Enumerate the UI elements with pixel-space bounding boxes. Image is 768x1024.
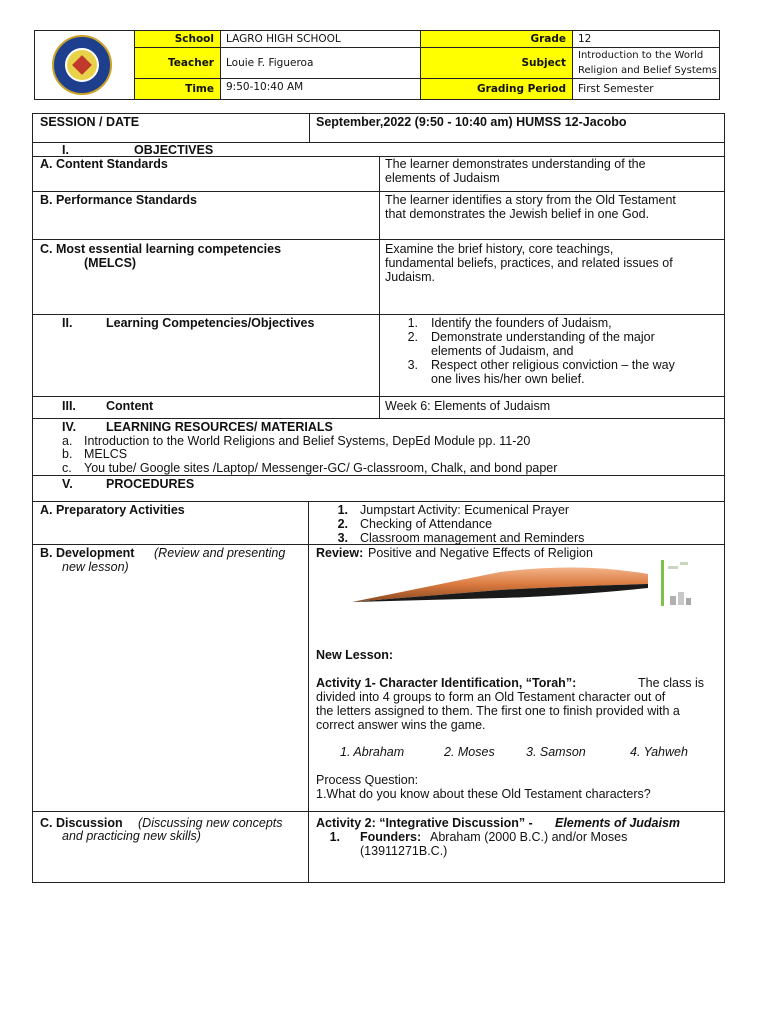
resource-item: Introduction to the World Religions and Belief Systems, DepEd Module pp. 11-20 bbox=[84, 434, 531, 448]
character-item: 3. Samson bbox=[526, 745, 586, 759]
melcs-line2: fundamental beliefs, practices, and related issues of bbox=[385, 256, 673, 270]
school-label: School bbox=[135, 31, 221, 47]
process-question-label: Process Question: bbox=[316, 773, 419, 787]
content-standards-label: A. Content Standards bbox=[40, 157, 168, 171]
header-row-school bbox=[135, 31, 719, 48]
activity1-line2: divided into 4 groups to form an Old Testament character out of bbox=[316, 690, 666, 704]
preparatory-item: Jumpstart Activity: Ecumenical Prayer bbox=[360, 503, 570, 517]
subject-label: Subject bbox=[421, 48, 573, 78]
logo-cell bbox=[35, 31, 135, 99]
competency-num: 1. bbox=[407, 316, 418, 330]
competency-item-cont: elements of Judaism, and bbox=[431, 344, 574, 358]
activity2-title-italic: Elements of Judaism bbox=[555, 816, 681, 830]
subject-value-line2: Religion and Belief Systems bbox=[578, 65, 717, 76]
preparatory-num: 2. bbox=[337, 517, 348, 531]
column-divider bbox=[309, 113, 310, 143]
review-text: Positive and Negative Effects of Religion bbox=[368, 546, 593, 560]
grade-label: Grade bbox=[421, 31, 573, 47]
resource-letter: b. bbox=[62, 447, 73, 461]
header-table bbox=[34, 30, 720, 100]
chart-thumbnail-icon bbox=[660, 558, 696, 608]
melcs-label-line2: (MELCS) bbox=[84, 256, 137, 270]
development-label: B. Development bbox=[40, 546, 135, 560]
resource-letter: a. bbox=[62, 434, 73, 448]
grade-value: 12 bbox=[578, 33, 592, 45]
content-standards-line1: The learner demonstrates understanding of the bbox=[385, 157, 646, 171]
discussion-label: C. Discussion bbox=[40, 816, 123, 830]
founders-num: 1. bbox=[329, 830, 340, 844]
time-label: Time bbox=[135, 79, 221, 99]
character-item: 1. Abraham bbox=[340, 745, 405, 759]
preparatory-label: A. Preparatory Activities bbox=[40, 503, 185, 517]
character-item: 2. Moses bbox=[444, 745, 495, 759]
content-roman: III. bbox=[62, 399, 76, 413]
review-label: Review: bbox=[316, 546, 364, 560]
resource-item: You tube/ Google sites /Laptop/ Messenger-GC/ G-classroom, Chalk, and bond paper bbox=[84, 461, 558, 475]
development-label-italic: (Review and presenting bbox=[154, 546, 286, 560]
character-item: 4. Yahweh bbox=[630, 745, 688, 759]
teacher-value: Louie F. Figueroa bbox=[221, 48, 421, 78]
review-image bbox=[350, 562, 650, 608]
preparatory-item: Classroom management and Reminders bbox=[360, 531, 585, 545]
competency-item-cont: one lives his/her own belief. bbox=[431, 372, 585, 386]
competency-item: Identify the founders of Judaism, bbox=[431, 316, 612, 330]
session-value: September,2022 (9:50 - 10:40 am) HUMSS 12-Jacobo bbox=[316, 115, 627, 129]
objectives-heading: OBJECTIVES bbox=[134, 143, 214, 157]
activity1-line1: The class is bbox=[638, 676, 704, 690]
performance-standards-line2: that demonstrates the Jewish belief in one God. bbox=[385, 207, 650, 221]
founders-line1: Abraham (2000 B.C.) and/or Moses bbox=[430, 830, 628, 844]
row-divider bbox=[32, 475, 725, 476]
competency-item: Demonstrate understanding of the major bbox=[431, 330, 655, 344]
competency-num: 3. bbox=[407, 358, 418, 372]
time-value: 9:50-10:40 AM bbox=[221, 79, 421, 99]
preparatory-num: 1. bbox=[337, 503, 348, 517]
new-lesson-label: New Lesson: bbox=[316, 648, 394, 662]
discussion-label-italic: (Discussing new concepts bbox=[138, 816, 283, 830]
activity1-line4: correct answer wins the game. bbox=[316, 718, 486, 732]
row-divider bbox=[32, 501, 725, 502]
development-label-italic-cont: new lesson) bbox=[62, 560, 129, 574]
header-row-time bbox=[135, 79, 719, 99]
teacher-label: Teacher bbox=[135, 48, 221, 78]
procedures-roman: V. bbox=[62, 477, 73, 491]
founders-label: Founders: bbox=[360, 830, 422, 844]
process-question: 1.What do you know about these Old Testament characters? bbox=[316, 787, 651, 801]
objectives-roman: I. bbox=[62, 143, 69, 157]
preparatory-num: 3. bbox=[337, 531, 348, 545]
resources-roman: IV. bbox=[62, 420, 77, 434]
melcs-label-line1: C. Most essential learning competencies bbox=[40, 242, 282, 256]
subject-value-line1: Introduction to the World bbox=[578, 50, 704, 61]
discussion-label-italic-cont: and practicing new skills) bbox=[62, 829, 201, 843]
deped-seal-icon bbox=[52, 35, 112, 95]
grading-period-value: First Semester bbox=[578, 83, 654, 95]
preparatory-item: Checking of Attendance bbox=[360, 517, 493, 531]
melcs-line1: Examine the brief history, core teachings, bbox=[385, 242, 614, 256]
procedures-heading: PROCEDURES bbox=[106, 477, 195, 491]
performance-standards-line1: The learner identifies a story from the Old Testament bbox=[385, 193, 676, 207]
column-divider bbox=[379, 156, 380, 418]
competencies-heading: Learning Competencies/Objectives bbox=[106, 316, 315, 330]
resource-letter: c. bbox=[62, 461, 72, 475]
competency-item: Respect other religious conviction – the way bbox=[431, 358, 675, 372]
resources-heading: LEARNING RESOURCES/ MATERIALS bbox=[106, 420, 333, 434]
header-row-teacher bbox=[135, 48, 719, 79]
row-divider bbox=[32, 811, 725, 812]
performance-standards-label: B. Performance Standards bbox=[40, 193, 197, 207]
activity1-line3: the letters assigned to them. The first one to finish provided with a bbox=[316, 704, 680, 718]
competency-num: 2. bbox=[407, 330, 418, 344]
row-divider bbox=[32, 418, 725, 419]
subject-value bbox=[573, 48, 719, 78]
column-divider bbox=[308, 501, 309, 883]
resource-item: MELCS bbox=[84, 447, 128, 461]
school-value: LAGRO HIGH SCHOOL bbox=[221, 31, 421, 47]
activity1-title: Activity 1- Character Identification, “Torah”: bbox=[316, 676, 577, 690]
competencies-roman: II. bbox=[62, 316, 73, 330]
session-label: SESSION / DATE bbox=[40, 115, 140, 129]
activity2-title: Activity 2: “Integrative Discussion” - bbox=[316, 816, 533, 830]
grading-period-label: Grading Period bbox=[421, 79, 573, 99]
melcs-line3: Judaism. bbox=[385, 270, 436, 284]
content-heading: Content bbox=[106, 399, 154, 413]
content-value: Week 6: Elements of Judaism bbox=[385, 399, 551, 413]
founders-line2: (13911271B.C.) bbox=[360, 844, 448, 858]
content-standards-line2: elements of Judaism bbox=[385, 171, 500, 185]
